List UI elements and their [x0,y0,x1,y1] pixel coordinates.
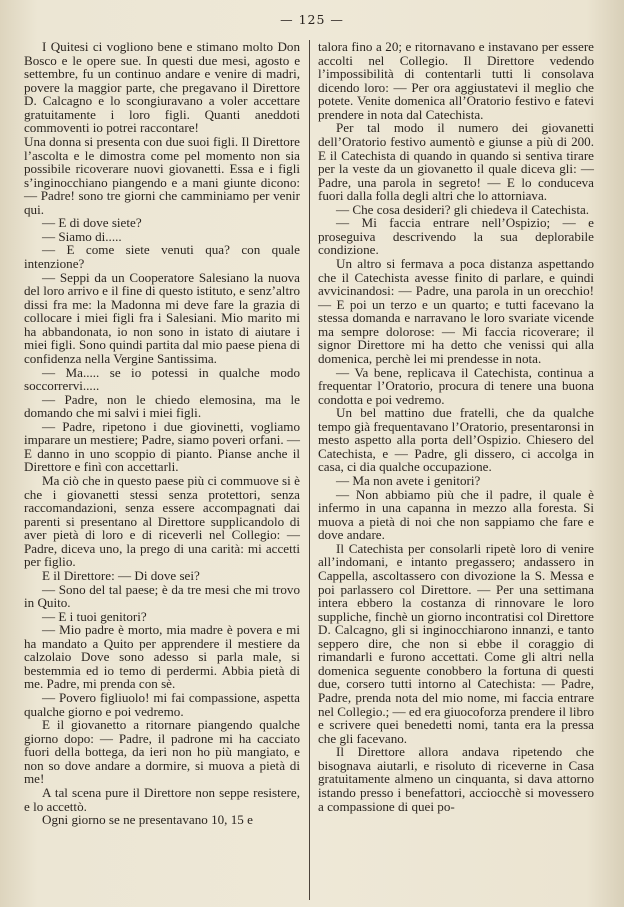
page-number: — 125 — [280,12,344,27]
paragraph: — Mio padre è morto, mia madre è povera e mi ha mandato a Quito per apprendere il mestiere da calzolaio Dove sono adesso si parla male, si bestemmia ed io temo di perdermi. Abbia pietà di me. Padre, mi prenda con sè. [24,622,300,692]
paragraph: — E come siete venuti qua? con quale intenzione? [24,242,300,271]
paragraph: Un altro si fermava a poca distanza aspettando che il Catechista avesse finito di parlare, e quindi avvicinandosi: — Padre, una parola in un orecchio! — E poi un terzo e un quarto; e tutti facevano la stessa domanda e narravano le loro svariate vicende ma sempre dolorose: — Mi faccia ricoverare; il signor Direttore mi ha detto che venissi qui alla domenica, perchè lei mi prendesse in nota. [318,256,594,366]
paragraph: — Povero figliuolo! mi fai compassione, aspetta qualche giorno e poi vedremo. [24,690,300,719]
paragraph: — Va bene, replicava il Catechista, continua a frequentar l’Oratorio, procura di tenere una buona condotta e poi vedremo. [318,364,594,407]
paragraph: I Quitesi ci vogliono bene e stimano molto Don Bosco e le opere sue. In questi due mesi, agosto e settembre, fu un continuo andare e venire di madri, povere la maggior parte, che pregavano il Direttore D. Calcagno e lo scongiuravano a voler accettare gratuitamente i loro figli. Quanti aneddoti commoventi io potrei raccontare! [24,39,300,136]
paragraph: Ogni giorno se ne presentavano 10, 15 e [42,812,253,828]
paragraph: — Che cosa desideri? gli chiedeva il Catechista. [336,201,590,217]
paragraph: E il giovanetto a ritornare piangendo qualche giorno dopo: — Padre, il padrone mi ha cacciato fuori della bottega, da ieri non ho più mangiato, e non so dove andare a dormire, si muova a pietà di me! [24,717,300,787]
left-column [24,40,300,827]
paragraph: — Siamo di..... [42,228,122,244]
paragraph: A tal scena pure il Direttore non seppe resistere, e lo accettò. [24,784,300,814]
paragraph: E il Direttore: — Di dove sei? [42,567,200,583]
paragraph: Ma ciò che in questo paese più ci commuove si è che i giovanetti stessi senza protettori, senza raccomandazioni, senza essere accompagnati dai parenti si presentano al Direttore supplicandolo di aver pietà di loro e di riceverli nel Collegio: — Padre, diceva uno, la prego di una carità: mi accetti per figlio. [24,473,300,570]
paragraph: talora fino a 20; e ritornavano e instavano per essere accolti nel Collegio. Il Direttore vedendo l’impossibilità di contentarli tutti li consolava dicendo loro: — Per ora aggiustatevi il meglio che potete. Venite domenica all’Oratorio festivo e fatevi prendere in nota dal Catechista. [318,39,594,122]
paragraph: — Non abbiamo più che il padre, il quale è infermo in una capanna in mezzo alla foresta. Si muova a pietà di noi che non sappiamo che fare e dove andare. [318,486,594,543]
paragraph: Il Catechista per consolarli ripetè loro di venire all’indomani, e intanto pregassero; andassero in Cappella, ascoltassero con divozione la S. Messa e poi parlassero col Direttore. — Per una settimana intera ebbero la costanza di rinnovare le loro suppliche, finchè un giorno incontratisi col Direttore D. Calcagno, gli si inginocchiarono innanzi, e tanto seppero dire, che non si ebbe il coraggio di rimandarli e furono accettati. Come gli altri nella domenica seguente conobbero la fortuna di questi due, corsero tutti intorno al Catechista: — Padre, Padre, prenda nota del mio nome, mi faccia entrare nel Collegio.; — ed era giuocoforza prendere il libro e scrivere quei benedetti nomi, tanta era la pressa che gli facevano. [318,540,594,746]
paragraph: — Mi faccia entrare nell’Ospizio; — e proseguiva descrivendo la sua deplorabile condizione. [318,215,594,258]
paragraph: — Padre, non le chiedo elemosina, ma le domando che mi salvi i miei figli. [24,391,300,421]
paragraph: — Seppi da un Cooperatore Salesiano la nuova del loro arrivo e il fine di questo istituto, e senz’altro dissi fra me: la Madonna mi deve fare la grazia di collocare i miei figli fra i Salesiani. Mio marito mi ha abbandonata, io non sono in istato di aiutare i miei figli. Sono quindi partita dal mio paese piena di confidenza nella Vergine Santissima. [24,269,300,366]
paragraph: — Ma..... se io potessi in qualche modo soccorrervi..... [24,364,300,394]
paragraph: — Ma non avete i genitori? [336,473,481,488]
paragraph: — Padre, ripetono i due giovinetti, vogliamo imparare un mestiere; Padre, siamo poveri orfani. — E danno in uno scoppio di pianto. Pianse anche il Direttore e finì con accettarli. [24,418,300,475]
right-column [318,40,594,813]
paragraph: Un bel mattino due fratelli, che da qualche tempo già frequentavano l’Oratorio, presentaronsi in mesto aspetto alla porta dell’Ospizio. Chiesero del Catechista, e — Padre, gli dissero, ci accolga in casa, ci dia qualche occupazione. [318,405,594,475]
paragraph: Per tal modo il numero dei giovanetti dell’Oratorio festivo aumentò e giunse a più di 200. E il Catechista di quando in quando si sentiva tirare per la veste da un giovanetto il quale diceva gli: — Padre, una parola in segreto! — E lo conduceva fuori dalla folla degli altri che lo attorniava. [318,120,594,204]
paragraph: — E i tuoi genitori? [42,608,147,624]
text-columns [24,40,610,900]
paragraph: — Sono del tal paese; è da tre mesi che mi trovo in Quito. [24,581,300,611]
paragraph: Il Direttore allora andava ripetendo che bisognava aiutarli, e risoluto di riceverne in Casa gratuitamente almeno un cinquanta, si dava attorno istando presso i benefattori, acciocchè si movessero a compassione di quei po- [318,744,594,814]
paragraph: Una donna si presenta con due suoi figli. Il Direttore l’ascolta e le dimostra come pel momento non sia possibile ricoverare nuovi giovanetti. Essa e i figli s’inginocchiano piangendo e a mani giunte dicono: — Padre! sono tre giorni che camminiamo per venir qui. [24,133,300,217]
paragraph: — E di dove siete? [42,215,142,231]
